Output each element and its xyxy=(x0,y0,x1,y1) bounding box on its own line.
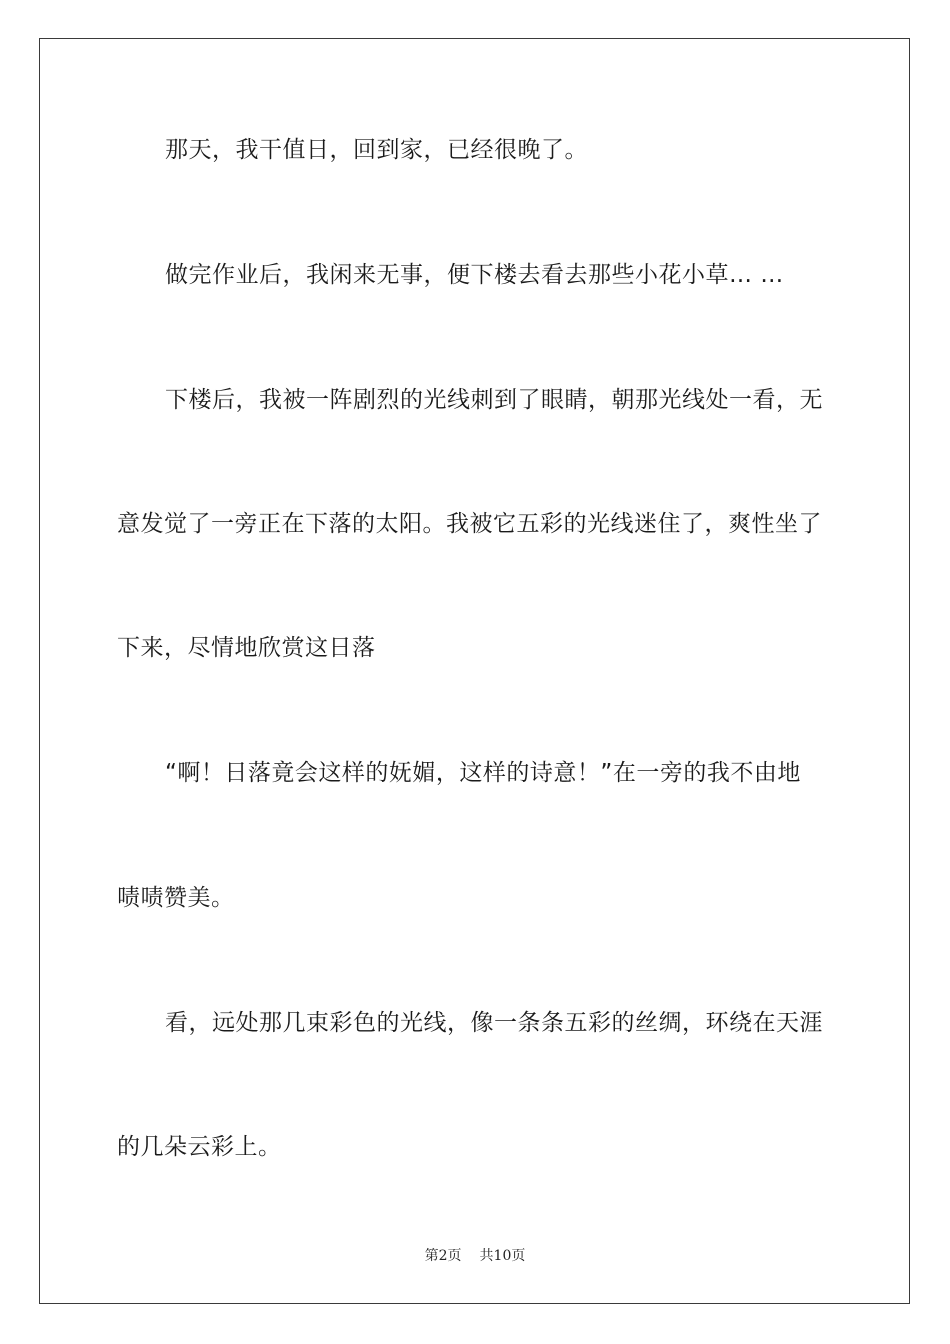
paragraph-line-5: 下来，尽情地欣赏这日落 xyxy=(117,635,376,661)
paragraph-line-7: 啧啧赞美。 xyxy=(117,885,235,911)
paragraph-line-2: 做完作业后，我闲来无事，便下楼去看去那些小花小草… … xyxy=(165,262,784,288)
paragraph-line-4: 意发觉了一旁正在下落的太阳。我被它五彩的光线迷住了，爽性坐了 xyxy=(117,511,822,537)
paragraph-line-6: “啊！日落竟会这样的妩媚，这样的诗意！”在一旁的我不由地 xyxy=(165,760,801,786)
paragraph-line-1: 那天，我干值日，回到家，已经很晚了。 xyxy=(165,137,588,163)
paragraph-line-3: 下楼后，我被一阵剧烈的光线刺到了眼睛，朝那光线处一看，无 xyxy=(165,387,823,413)
page-number-current: 第2页 xyxy=(424,1248,462,1264)
paragraph-line-9: 的几朵云彩上。 xyxy=(117,1134,282,1160)
paragraph-line-8: 看，远处那几束彩色的光线，像一条条五彩的丝绸，环绕在天涯 xyxy=(165,1010,823,1036)
page-footer xyxy=(0,1247,950,1265)
page-border xyxy=(39,38,910,1304)
page-number-total: 共10页 xyxy=(479,1248,526,1264)
